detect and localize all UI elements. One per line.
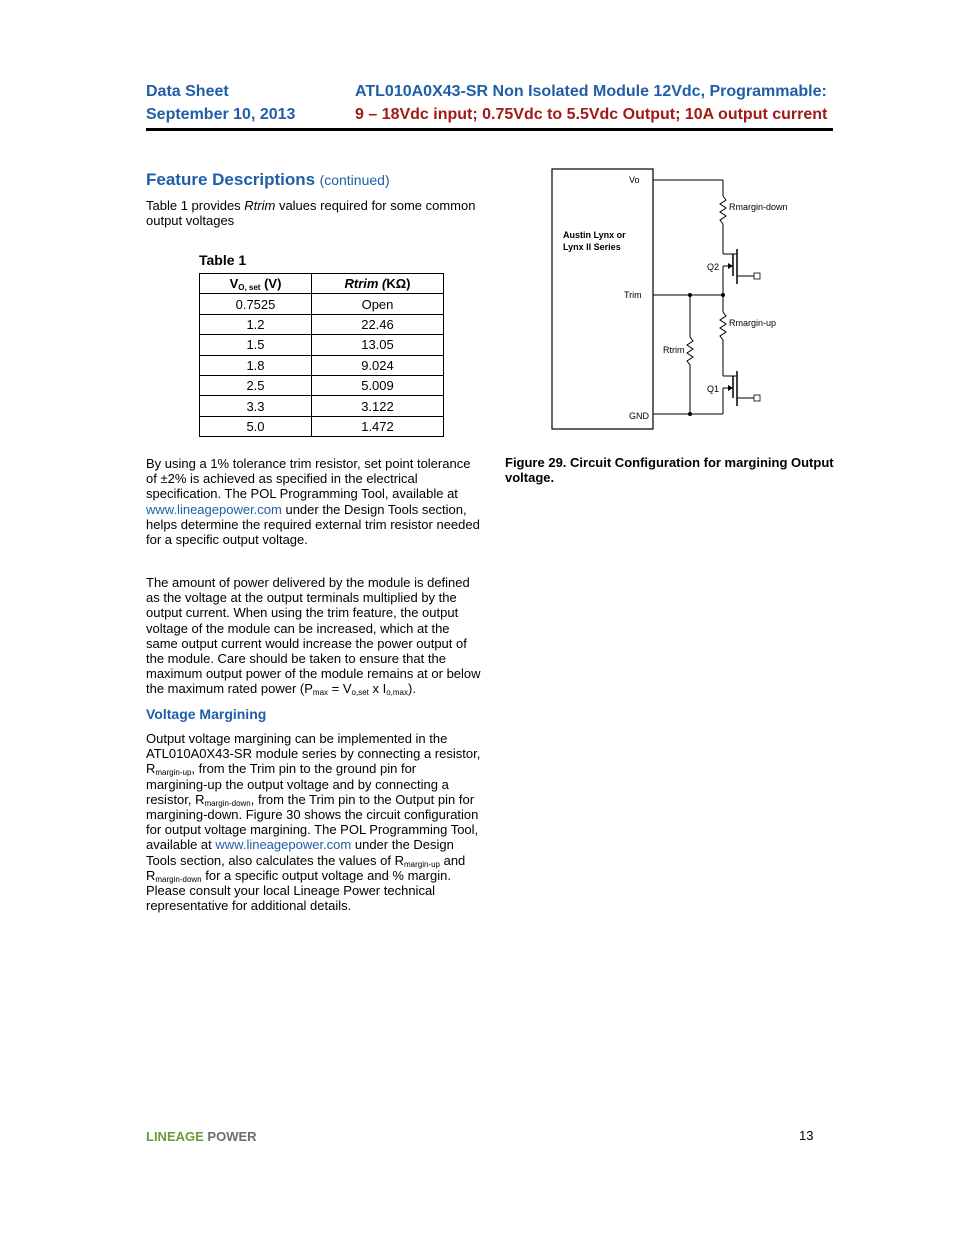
- table-header-vo: $V_{O, set}$ (V): [200, 274, 312, 294]
- rmargin-up-resistor: [720, 312, 726, 340]
- margining-paragraph: Output voltage margining can be implemented in the ATL010A0X43-SR module series by connecting a resistor, $R_{margin-up}$, from the Trim pin to the ground pin for margining-up the output voltage and by connecting a resistor, $R_{margin-down}$, from the Trim pin to the Output pin for margining-down. Figure 30 shows the circuit configuration for output voltage margining. The POL Programming Tool, available at www.lineagepower.com under the Design Tools section, also calculates the values of $R_{margin-up}$ and $R_{margin-down}$ for a specific output voltage and % margin. Please consult your local Lineage Power technical representative for additional details.: [146, 731, 481, 914]
- lineagepower-link[interactable]: www.lineagepower.com: [215, 837, 352, 853]
- table-row: 1.8 9.024: [200, 355, 444, 375]
- module-label-line2: Lynx II Series: [563, 242, 621, 252]
- module-label-line1: Austin Lynx or: [563, 230, 626, 240]
- footer-brand: LINEAGE POWER: [146, 1129, 257, 1144]
- q2-gate-terminal: [754, 273, 760, 279]
- header-date: September 10, 2013: [146, 106, 296, 123]
- margining-circuit-diagram: [540, 160, 800, 440]
- table-intro: Table 1 provides Rtrim values required for some common output voltages: [146, 198, 476, 229]
- pin-vo-label: Vo: [629, 175, 640, 185]
- figure-caption: Figure 29. Circuit Configuration for margining Output voltage.: [505, 455, 834, 486]
- pin-trim-label: Trim: [624, 290, 642, 300]
- pin-gnd-label: GND: [629, 411, 649, 421]
- table-label: Table 1: [199, 252, 247, 268]
- header-product-subtitle: 9 – 18Vdc input; 0.75Vdc to 5.5Vdc Output; 10A output current: [355, 106, 828, 123]
- table-row: 2.5 5.009: [200, 375, 444, 395]
- lineagepower-link[interactable]: www.lineagepower.com: [146, 501, 282, 517]
- q1-label: Q1: [707, 384, 720, 394]
- header-doc-type: Data Sheet: [146, 83, 229, 100]
- header-rule: [146, 128, 833, 131]
- power-paragraph: The amount of power delivered by the module is defined as the voltage at the output terminals multiplied by the output current. When using the trim feature, the output voltage of the module can be increased, which at the same output current would increase the power output of the module. Care should be taken to ensure that the maximum output power of the module remains at or below the maximum rated power ($P_{max} = V_{o,set}$ x $I_{o,max}$).: [146, 575, 481, 698]
- section-heading: [146, 170, 390, 190]
- rtrim-resistor: [687, 337, 693, 365]
- rmargin-down-label: Rmargin-down: [729, 202, 788, 212]
- table-row: 0.7525 Open: [200, 294, 444, 314]
- table-row: 3.3 3.122: [200, 396, 444, 416]
- header-product-title: ATL010A0X43-SR Non Isolated Module 12Vdc, Programmable:: [355, 83, 827, 100]
- voltage-margining-heading: Voltage Margining: [146, 706, 267, 722]
- table-row: 1.5 13.05: [200, 335, 444, 355]
- rmargin-down-resistor: [720, 196, 726, 224]
- section-title: Feature Descriptions: [146, 170, 316, 189]
- page-number: 13: [799, 1128, 814, 1143]
- table-header-rtrim: Rtrim (KΩ): [312, 274, 444, 294]
- q1-gate-terminal: [754, 395, 760, 401]
- trim-tolerance-paragraph: By using a 1% tolerance trim resistor, set point tolerance of ±2% is achieved as specified in the electrical specification. The POL Programming Tool, available at www.lineagepower.com under the Design Tools section, helps determine the required external trim resistor needed for a specific output voltage.: [146, 456, 480, 548]
- q2-label: Q2: [707, 262, 720, 272]
- section-continued: (continued): [319, 172, 390, 188]
- rtrim-table: [199, 273, 444, 437]
- rmargin-up-label: Rmargin-up: [729, 318, 777, 328]
- table-row: 5.0 1.472: [200, 416, 444, 436]
- rtrim-label: Rtrim: [663, 345, 685, 355]
- table-row: 1.2 22.46: [200, 314, 444, 334]
